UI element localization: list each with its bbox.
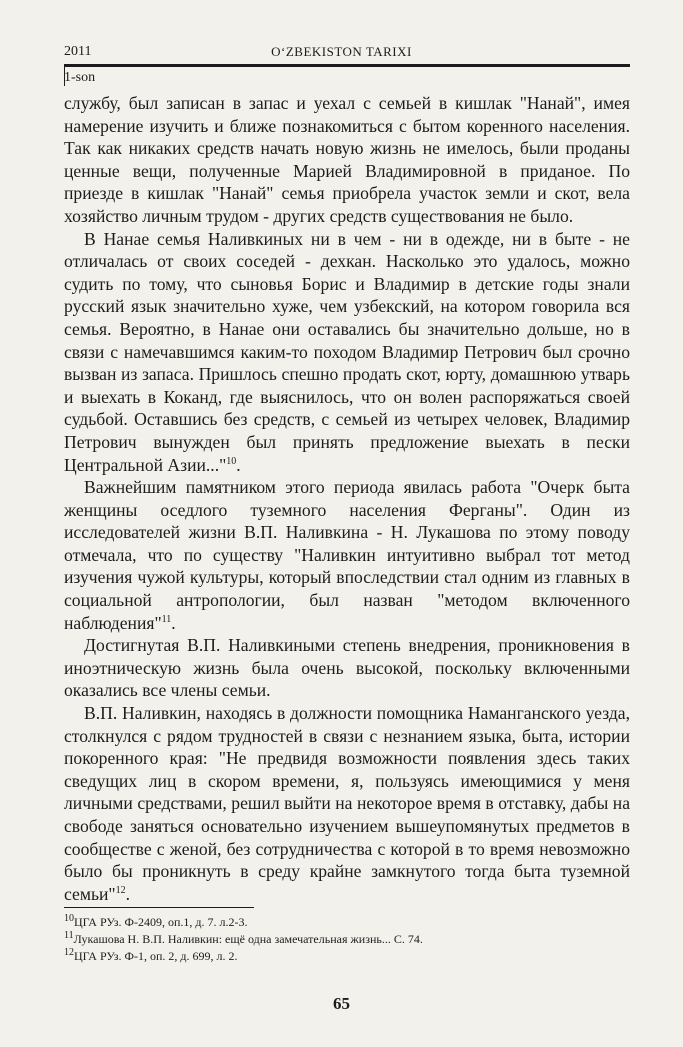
header-issue: 1-son — [64, 70, 96, 85]
footnote-text: ЦГА РУз. Ф-1, оп. 2, д. 699, л. 2. — [74, 949, 238, 963]
footnotes — [64, 914, 630, 965]
body-text — [64, 92, 630, 905]
footnote-ref-12[interactable]: 12 — [115, 884, 126, 896]
footnote-rule — [64, 907, 254, 908]
paragraph-1-text: службу, был записан в запас и уехал с семьей в кишлак "Нанай", имея намерение изучить и ближе познакомиться с бытом коренного населения. Так как никаких средств начать новую жизнь не имелось, были проданы ценные вещи, полученные Марией Владимировной в приданое. По приезде в кишлак "Нанай" семья приобрела участок земли и скот, вела хозяйство личным трудом - других средств существования не было. — [64, 93, 630, 226]
paragraph-2-tail: . — [236, 454, 241, 475]
paragraph-2 — [64, 228, 630, 477]
footnote-number: 10 — [64, 913, 74, 924]
header-year: 2011 — [64, 44, 92, 59]
paragraph-3-tail: . — [171, 612, 176, 633]
paragraph-3-text: Важнейшим памятником этого периода явилась работа "Очерк быта женщины оседлого туземного населения Ферганы". Один из исследователей жизни В.П. Наливкина - Н. Лукашова по этому поводу отмечала, что по существу "Наливкин интуитивно выбрал тот метод изучения чужой культуры, который впоследствии стал одним из главных в социальной антропологии, был назван "методом включенного наблюдения" — [64, 477, 630, 633]
paragraph-2-text: В Нанае семья Наливкиных ни в чем - ни в одежде, ни в быте - не отличалась от своих соседей - дехкан. Насколько это удалось, можно судить по тому, что сыновья Борис и Владимир в детские годы знали русский язык значительно хуже, чем узбекский, на котором говорила вся семья. Вероятно, в Нанае они оставались бы значительно дольше, но в связи с намечавшимся каким-то походом Владимир Петрович был срочно вызван из запаса. Пришлось спешно продать скот, юрту, домашнюю утварь и выехать в Коканд, где выяснилось, что он волен распоряжаться своей судьбой. Оставшись без средств, с семьей из четырех человек, Владимир Петрович вынужден был принять предложение выехать в пески Центральной Азии..." — [64, 228, 630, 475]
page-number: 65 — [333, 994, 350, 1013]
footnote-number: 12 — [64, 947, 74, 958]
footnote-ref-11[interactable]: 11 — [161, 613, 172, 625]
journal-title: O‘ZBEKISTON TARIXI — [271, 44, 412, 59]
footnote-10 — [64, 914, 630, 931]
paragraph-1 — [64, 92, 630, 228]
paragraph-4 — [64, 634, 630, 702]
header-rule — [64, 64, 630, 67]
footnote-number: 11 — [64, 930, 74, 941]
paragraph-5-text: В.П. Наливкин, находясь в должности помощника Наманганского уезда, столкнулся с рядом трудностей в связи с незнанием языка, быта, истории покоренного края: "Не предвидя возможности появления здесь таких сведущих лиц в скором времени, я, пользуясь имеющимися у меня личными средствами, решил выйти на некоторое время в отставку, дабы на свободе заняться основательно изучением вышеупомянутых предметов в сообществе с женой, без сотрудничества с которой в то время невозможно было бы проникнуть в среду крайне замкнутого тогда быта туземной семьи" — [64, 703, 630, 904]
footnote-ref-10[interactable]: 10 — [226, 455, 237, 467]
paragraph-3 — [64, 476, 630, 634]
footnote-text: ЦГА РУз. Ф-2409, оп.1, д. 7. л.2-3. — [74, 915, 248, 929]
footnote-12 — [64, 948, 630, 965]
paragraph-5-tail: . — [125, 883, 130, 904]
paragraph-5 — [64, 702, 630, 905]
footnote-11 — [64, 931, 630, 948]
footnote-text: Лукашова Н. В.П. Наливкин: ещё одна замечательная жизнь... С. 74. — [73, 932, 423, 946]
paragraph-4-text: Достигнутая В.П. Наливкиными степень внедрения, проникновения в иноэтническую жизнь была очень высокой, поскольку включенными оказались все члены семьи. — [64, 635, 630, 701]
